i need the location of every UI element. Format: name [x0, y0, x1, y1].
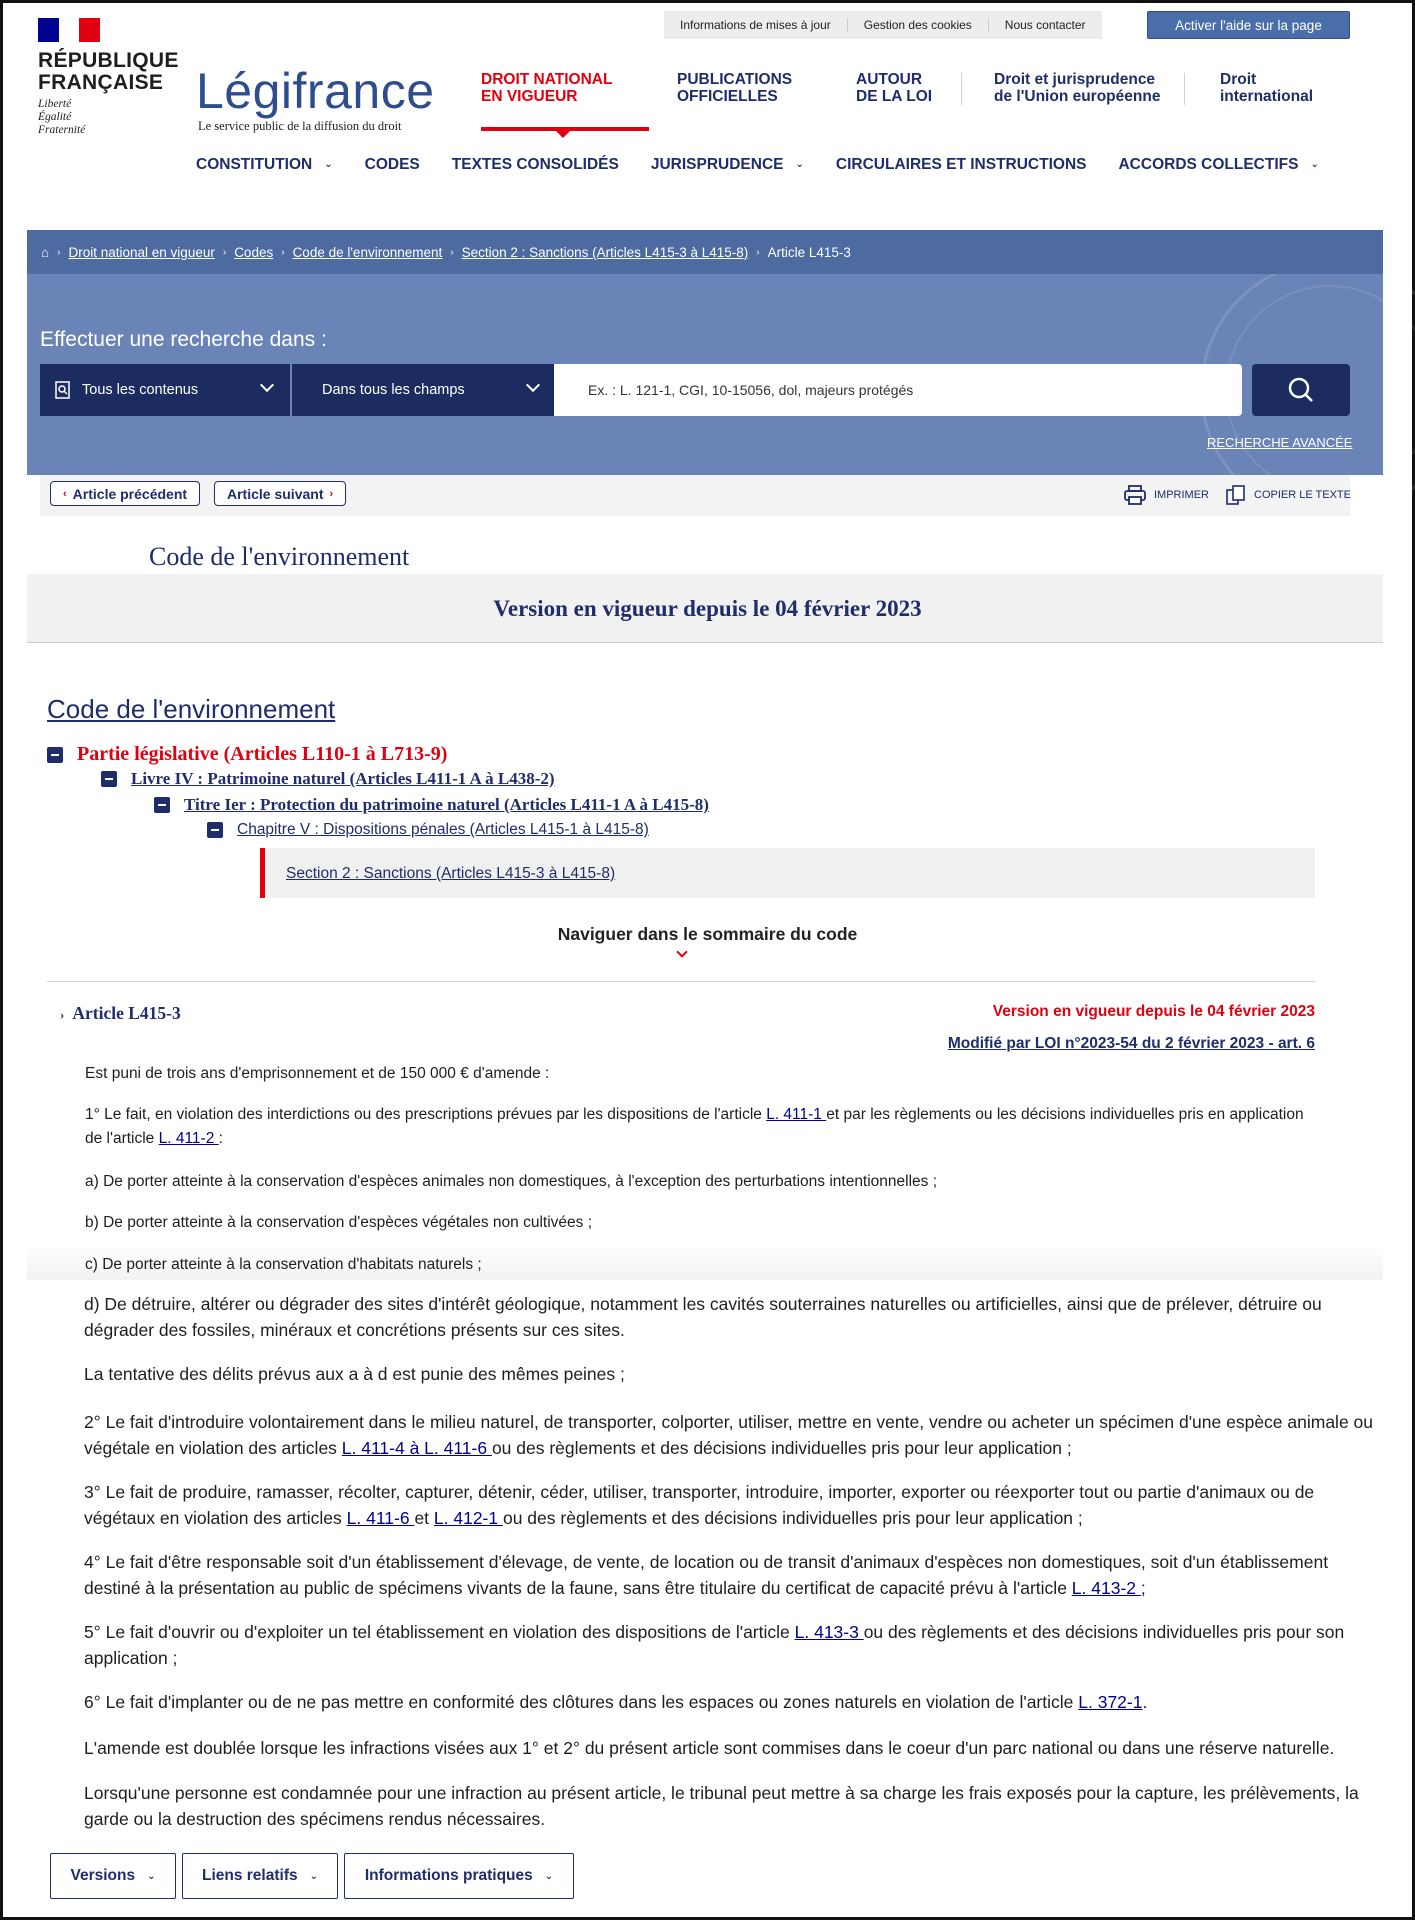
chevron-left-icon: ‹: [63, 487, 67, 500]
link-l412-1[interactable]: L. 412-1: [433, 1508, 503, 1528]
article-modified-link[interactable]: Modifié par LOI n°2023-54 du 2 février 2023 - art. 6: [947, 1035, 1315, 1052]
p6-text-a: 6° Le fait d'implanter ou de ne pas mettre en conformité des clôtures dans les espaces ou zones naturels en violation de l'article: [84, 1692, 1079, 1712]
practical-info-button[interactable]: [344, 1853, 574, 1899]
p3-text-a: 3° Le fait de produire, ramasser, récolter, capturer, détenir, céder, utiliser, transporter, introduire, importer, exporter ou réexporter tout ou partie d'animaux ou de végétaux en violation des articles: [84, 1482, 1315, 1528]
versions-button[interactable]: [50, 1853, 176, 1899]
article-paragraph-2: [84, 1409, 1384, 1461]
p3-text-c: ou des règlements et des décisions individuelles pris pour leur application ;: [502, 1508, 1083, 1528]
util-link-updates[interactable]: Informations de mises à jour: [664, 18, 848, 32]
search-field-value: Dans tous les champs: [322, 382, 465, 398]
breadcrumb-codes[interactable]: Codes: [234, 244, 274, 260]
article-paragraph-last: Lorsqu'une personne est condamnée pour une infraction au présent article, le tribunal peut mettre à sa charge les frais exposés pour la capture, les prélèvements, la garde ou la destruction des spécimens rendus nécessaires.: [84, 1783, 1359, 1829]
nav-label-line1: Droit: [1220, 71, 1257, 88]
chevron-down-icon: [526, 378, 540, 392]
practical-info-label: Informations pratiques: [364, 1867, 533, 1884]
search-button[interactable]: [1252, 364, 1350, 416]
brand-tagline: Le service public de la diffusion du droit: [198, 119, 402, 133]
article-paragraph-a: a) De porter atteinte à la conservation d'espèces animales non domestiques, à l'exception des perturbations intentionnelles ;: [85, 1173, 938, 1190]
tree-section-link[interactable]: Section 2 : Sanctions (Articles L415-3 à L415-8): [286, 865, 616, 882]
breadcrumb: [27, 230, 1383, 274]
nav-droit-national[interactable]: [481, 71, 612, 105]
chevron-down-icon: ⌄: [324, 159, 333, 170]
logo-motto: [38, 98, 179, 137]
logo-line1: RÉPUBLIQUE: [38, 49, 179, 72]
nav-autour-loi[interactable]: [856, 71, 932, 105]
nav-label-line1: DROIT NATIONAL: [481, 71, 613, 88]
p1-text-c: :: [218, 1130, 223, 1147]
article-paragraph-tentative: La tentative des délits prévus aux a à d est punie des mêmes peines ;: [84, 1364, 625, 1384]
nav-label-line2: international: [1220, 88, 1314, 105]
marianne-flag-icon: [38, 18, 100, 42]
previous-article-button[interactable]: [50, 481, 200, 506]
subnav-label: TEXTES CONSOLIDÉS: [451, 156, 619, 173]
nav-droit-international[interactable]: [1220, 71, 1313, 105]
article-paragraph-5: [84, 1619, 1384, 1671]
subnav-codes[interactable]: [365, 156, 420, 174]
article-paragraph-d: d) De détruire, altérer ou dégrader des sites d'intérêt géologique, notamment les cavités souterraines naturelles ou artificielles, ainsi que de prélever, détruire ou dégrader des fossiles, minéraux et concrétions présents sur ces sites.: [84, 1294, 1322, 1340]
previous-article-label: Article précédent: [72, 485, 188, 502]
search-icon: [1287, 376, 1315, 404]
article-title[interactable]: [60, 1003, 181, 1024]
advanced-search-link[interactable]: RECHERCHE AVANCÉE: [1207, 435, 1353, 450]
article-paragraph-4: [84, 1549, 1364, 1601]
motto-liberte: Liberté: [38, 98, 72, 110]
nav-label-line1: PUBLICATIONS: [677, 71, 793, 88]
utility-bar: [664, 11, 1102, 39]
next-article-button[interactable]: [214, 481, 346, 506]
util-link-cookies[interactable]: Gestion des cookies: [848, 18, 989, 32]
tree-livre-iv[interactable]: [101, 769, 555, 789]
p4-text-a: 4° Le fait d'être responsable soit d'un établissement d'élevage, de vente, de location ou de transit d'animaux d'espèces non domestiques, soit d'un établissement destiné à la présentation au public de spécimens vivants de la faune, sans être titulaire du certificat de capacité prévu à l'article: [84, 1552, 1329, 1598]
article-paragraph-c: c) De porter atteinte à la conservation d'habitats naturels ;: [85, 1256, 482, 1273]
link-l411-4[interactable]: L. 411-4 à L. 411-6: [341, 1438, 492, 1458]
article-version: Version en vigueur depuis le 04 février 2023: [992, 1003, 1315, 1020]
help-button[interactable]: Activer l'aide sur la page: [1147, 11, 1350, 39]
p1-text-a: 1° Le fait, en violation des interdictions ou des prescriptions prévues par les dispositions de l'article: [85, 1106, 767, 1123]
home-icon[interactable]: ⌂: [41, 244, 50, 260]
chevron-down-icon: [260, 378, 274, 392]
collapse-icon[interactable]: [101, 771, 117, 787]
nav-label-line2: EN VIGUEUR: [481, 88, 578, 105]
p6-text-b: .: [1142, 1692, 1148, 1712]
nav-label-line2: de l'Union européenne: [994, 88, 1161, 105]
subnav-label: CODES: [364, 156, 420, 173]
p4-text-b: ;: [1140, 1578, 1146, 1598]
subnav-label: CIRCULAIRES ET INSTRUCTIONS: [835, 156, 1087, 173]
active-nav-caret-icon: [556, 131, 570, 138]
collapse-icon[interactable]: [154, 797, 170, 813]
copy-text-button[interactable]: [1226, 485, 1351, 505]
chevron-down-icon: ⌄: [1310, 159, 1319, 170]
p5-text-a: 5° Le fait d'ouvrir ou d'exploiter un tel établissement en violation des dispositions de l'article: [84, 1622, 795, 1642]
breadcrumb-code-environnement[interactable]: Code de l'environnement: [292, 244, 443, 260]
collapse-icon[interactable]: [47, 747, 63, 763]
breadcrumb-droit-national[interactable]: Droit national en vigueur: [68, 244, 215, 260]
motto-egalite: Égalité: [38, 111, 72, 123]
subnav-textes-consolides[interactable]: [452, 156, 619, 174]
related-links-button[interactable]: [182, 1853, 338, 1899]
breadcrumb-separator: ›: [57, 246, 61, 258]
print-label: IMPRIMER: [1154, 489, 1209, 501]
chevron-down-icon: ⌄: [795, 159, 804, 170]
tree-partie-legislative[interactable]: [47, 743, 447, 766]
printer-icon: [1124, 485, 1146, 505]
copy-text-label: COPIER LE TEXTE: [1254, 489, 1351, 501]
subnav-label: ACCORDS COLLECTIFS: [1118, 156, 1299, 173]
p2-text-a: 2° Le fait d'introduire volontairement dans le milieu naturel, de transporter, colporter, utiliser, mettre en vente, vendre ou acheter un spécimen d'une espèce animale ou végétale en violation des articles: [84, 1412, 1374, 1458]
link-l411-6[interactable]: L. 411-6: [346, 1508, 415, 1528]
tree-chapitre-v[interactable]: [207, 821, 649, 839]
collapse-icon[interactable]: [207, 822, 223, 838]
breadcrumb-current: Article L415-3: [767, 244, 851, 260]
print-button[interactable]: [1124, 485, 1209, 505]
link-l413-2[interactable]: L. 413-2: [1071, 1578, 1141, 1598]
tree-titre-label: Titre Ier : Protection du patrimoine naturel (Articles L411-1 A à L415-8): [184, 795, 709, 814]
p3-text-b: et: [414, 1508, 434, 1528]
copy-icon: [1226, 485, 1246, 505]
document-search-icon: [54, 381, 72, 399]
legifrance-brand[interactable]: Légifrance: [196, 63, 435, 119]
subnav-accords-collectifs[interactable]: [1118, 156, 1318, 174]
article-title-label: Article L415-3: [72, 1003, 181, 1023]
util-link-contact[interactable]: Nous contacter: [1004, 18, 1086, 32]
version-title: Version en vigueur depuis le 04 février 2023: [493, 596, 922, 621]
breadcrumb-separator: ›: [281, 246, 285, 258]
code-title: Code de l'environnement: [149, 542, 410, 571]
link-l413-3[interactable]: L. 413-3: [794, 1622, 864, 1642]
p2-text-b: ou des règlements et des décisions individuelles pris pour leur application ;: [491, 1438, 1072, 1458]
chevron-down-icon: ⌄: [309, 1870, 318, 1882]
related-links-label: Liens relatifs: [201, 1867, 298, 1884]
search-input[interactable]: Ex. : L. 121-1, CGI, 10-15056, dol, majeurs protégés: [554, 364, 1242, 416]
link-l372-1[interactable]: L. 372-1: [1078, 1692, 1143, 1712]
subnav-constitution[interactable]: [196, 156, 333, 174]
link-l411-1[interactable]: L. 411-1: [766, 1106, 827, 1123]
chevron-down-icon: ⌄: [544, 1870, 554, 1882]
nav-divider: [1184, 73, 1185, 105]
divider: [47, 981, 1315, 982]
nav-label-line2: OFFICIELLES: [677, 88, 778, 105]
motto-fraternite: Fraternité: [38, 124, 86, 136]
article-paragraph-1: [85, 1103, 1320, 1151]
chevron-down-icon: ⌄: [147, 1870, 156, 1882]
nav-divider: [961, 73, 962, 105]
tree-partie-label: Partie législative (Articles L110-1 à L713-9): [77, 743, 448, 765]
tree-code-title[interactable]: Code de l'environnement: [47, 694, 336, 724]
navigate-summary-button[interactable]: Naviguer dans le sommaire du code: [557, 924, 858, 944]
breadcrumb-separator: ›: [222, 246, 227, 258]
search-label: Effectuer une recherche dans :: [40, 328, 327, 351]
breadcrumb-section[interactable]: Section 2 : Sanctions (Articles L415-3 à L415-8): [461, 244, 749, 260]
breadcrumb-separator: ›: [450, 246, 454, 258]
article-intro: Est puni de trois ans d'emprisonnement et de 150 000 € d'amende :: [85, 1065, 550, 1082]
article-paragraph-amende: L'amende est doublée lorsque les infractions visées aux 1° et 2° du présent article sont commises dans le coeur d'un parc national ou dans une réserve naturelle.: [84, 1738, 1335, 1758]
search-field-select[interactable]: [290, 364, 556, 416]
versions-label: Versions: [70, 1867, 136, 1884]
nav-label-line1: Droit et jurisprudence: [994, 71, 1156, 88]
nav-label-line1: AUTOUR: [856, 71, 923, 88]
nav-publications[interactable]: [677, 71, 792, 105]
tree-titre-ier[interactable]: [154, 795, 709, 815]
search-scope-select[interactable]: [40, 364, 290, 416]
next-article-label: Article suivant: [227, 485, 324, 502]
article-paragraph-3: [84, 1479, 1364, 1531]
chevron-right-icon: ›: [329, 487, 334, 500]
nav-label-line2: DE LA LOI: [856, 88, 933, 105]
nav-droit-ue[interactable]: [994, 71, 1160, 105]
subnav-label: CONSTITUTION: [196, 156, 313, 173]
republique-francaise-logo[interactable]: [38, 18, 179, 137]
p1-text-b: et par les règlements ou les décisions individuelles pris en application de l'article: [85, 1106, 1304, 1147]
subnav-circulaires[interactable]: [836, 156, 1087, 174]
sub-navigation: [196, 156, 1351, 174]
breadcrumb-separator: ›: [756, 246, 760, 258]
tree-chapitre-label: Chapitre V : Dispositions pénales (Articles L415-1 à L415-8): [237, 821, 649, 838]
logo-line2: FRANÇAISE: [38, 71, 164, 94]
subnav-label: JURISPRUDENCE: [650, 156, 784, 173]
chevron-right-icon: ›: [60, 1007, 65, 1022]
subnav-jurisprudence[interactable]: [651, 156, 804, 174]
search-scope-value: Tous les contenus: [82, 382, 199, 398]
link-l411-2[interactable]: L. 411-2: [158, 1130, 219, 1147]
article-paragraph-b: b) De porter atteinte à la conservation d'espèces végétales non cultivées ;: [85, 1214, 593, 1231]
tree-livre-label: Livre IV : Patrimoine naturel (Articles L411-1 A à L438-2): [131, 769, 555, 788]
p5-text-b: ou des règlements et des décisions individuelles pris pour son application ;: [84, 1622, 1345, 1668]
article-paragraph-6: [84, 1689, 1147, 1715]
